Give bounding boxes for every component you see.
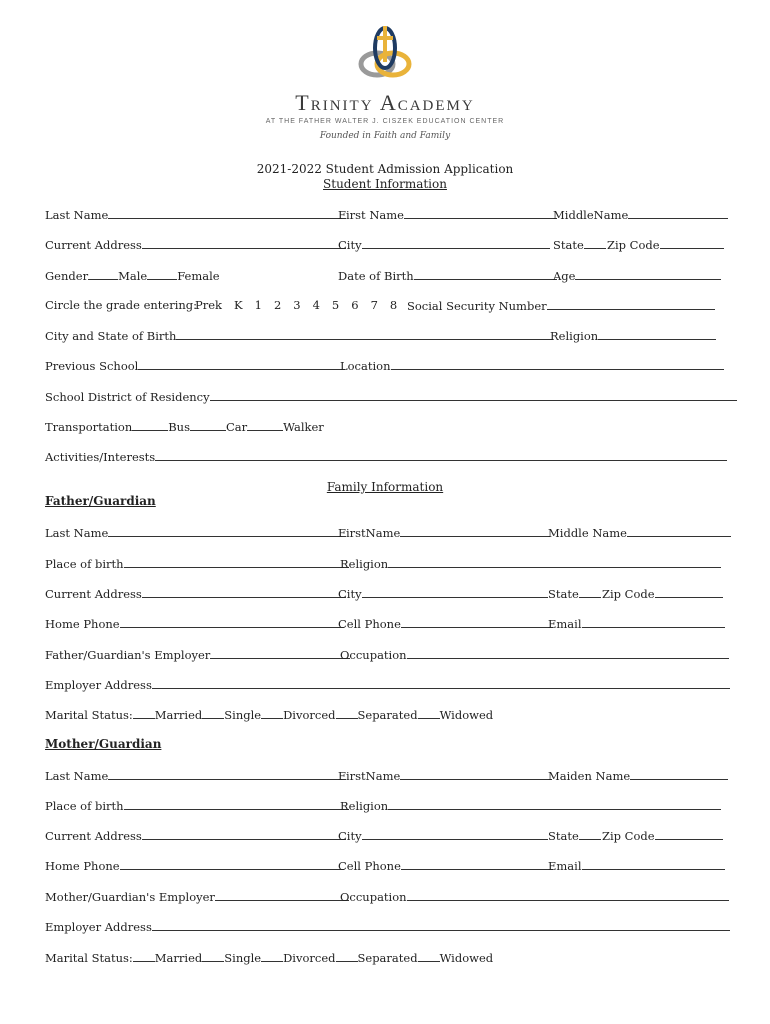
- mother-zip-label: Zip Code: [602, 829, 655, 843]
- mother-widowed-label: Widowed: [439, 951, 494, 965]
- previous-school-label: Previous School: [45, 359, 139, 373]
- org-name: Trinity Academy: [295, 90, 475, 115]
- father-divorced-field[interactable]: [261, 707, 283, 719]
- father-email-field[interactable]: [582, 616, 725, 628]
- first-name-field[interactable]: [404, 207, 557, 219]
- mother-divorced-label: Divorced: [283, 951, 336, 965]
- form-title: 2021-2022 Student Admission Application: [256, 162, 514, 176]
- father-city-field[interactable]: [362, 586, 548, 598]
- mother-last-name-field[interactable]: [108, 768, 346, 780]
- father-heading: Father/Guardian: [45, 494, 156, 508]
- father-marital-label: Marital Status:: [45, 708, 133, 722]
- mother-heading: Mother/Guardian: [45, 737, 162, 751]
- activities-field[interactable]: [155, 449, 727, 461]
- mother-birth-row: [45, 798, 725, 814]
- father-last-name-field[interactable]: [108, 525, 346, 537]
- father-widowed-field[interactable]: [418, 707, 440, 719]
- circle-grade-label: Circle the grade entering:: [45, 298, 198, 312]
- location-field[interactable]: [391, 358, 724, 370]
- father-name-row: [45, 525, 725, 541]
- mother-state-field[interactable]: [579, 828, 601, 840]
- zip-field[interactable]: [660, 237, 724, 249]
- mother-cell-phone-field[interactable]: [401, 858, 553, 870]
- father-phone-row: [45, 616, 725, 632]
- mother-divorced-field[interactable]: [261, 950, 283, 962]
- father-occupation-label: Occupation: [340, 648, 407, 662]
- grade-6[interactable]: 6: [351, 298, 359, 312]
- father-state-label: State: [548, 587, 579, 601]
- district-label: School District of Residency: [45, 390, 210, 404]
- father-pob-label: Place of birth: [45, 557, 124, 571]
- middle-name-field[interactable]: [628, 207, 728, 219]
- last-name-label: Last Name: [45, 208, 109, 222]
- mother-widowed-field[interactable]: [418, 950, 440, 962]
- female-label: Female: [177, 269, 220, 283]
- mother-religion-field[interactable]: [388, 798, 721, 810]
- father-employer-label: Father/Guardian's Employer: [45, 648, 211, 662]
- walker-label: Walker: [283, 420, 324, 434]
- activities-label: Activities/Interests: [45, 450, 156, 464]
- grade-7[interactable]: 7: [370, 298, 378, 312]
- walker-field[interactable]: [247, 419, 283, 431]
- mother-occupation-field[interactable]: [407, 889, 729, 901]
- grade-prek[interactable]: Prek: [195, 298, 223, 312]
- mother-home-phone-field[interactable]: [120, 858, 344, 870]
- grade-row: [45, 298, 725, 314]
- city-label: City: [338, 238, 362, 252]
- mother-single-field[interactable]: [202, 950, 224, 962]
- father-divorced-label: Divorced: [283, 708, 336, 722]
- ssn-field[interactable]: [547, 298, 715, 310]
- bus-label: Bus: [168, 420, 190, 434]
- state-field[interactable]: [584, 237, 606, 249]
- father-separated-field[interactable]: [336, 707, 358, 719]
- city-field[interactable]: [362, 237, 550, 249]
- father-religion-label: Religion: [340, 557, 389, 571]
- father-first-name-label: FirstName: [338, 526, 401, 540]
- father-employer-field[interactable]: [210, 647, 350, 659]
- mother-email-label: Email: [548, 859, 582, 873]
- last-name-field[interactable]: [108, 207, 346, 219]
- mother-married-field[interactable]: [133, 950, 155, 962]
- father-state-field[interactable]: [579, 586, 601, 598]
- father-last-name-label: Last Name: [45, 526, 109, 540]
- religion-label: Religion: [550, 329, 599, 343]
- father-address-label: Current Address: [45, 587, 142, 601]
- mother-employer-label: Mother/Guardian's Employer: [45, 890, 215, 904]
- male-label: Male: [118, 269, 148, 283]
- mother-address-label: Current Address: [45, 829, 142, 843]
- father-separated-label: Separated: [357, 708, 418, 722]
- mother-cell-phone-label: Cell Phone: [338, 859, 401, 873]
- father-first-name-field[interactable]: [400, 525, 550, 537]
- car-label: Car: [226, 420, 248, 434]
- grade-k[interactable]: K: [234, 298, 243, 312]
- age-label: Age: [553, 269, 576, 283]
- father-middle-name-label: Middle Name: [548, 526, 627, 540]
- transportation-row: [45, 419, 725, 435]
- grade-2[interactable]: 2: [273, 298, 282, 312]
- mother-marital-label: Marital Status:: [45, 951, 133, 965]
- father-employer-address-field[interactable]: [152, 677, 730, 689]
- mother-pob-field[interactable]: [124, 798, 349, 810]
- father-occupation-field[interactable]: [407, 647, 729, 659]
- father-birth-row: [45, 556, 725, 572]
- mother-employer-field[interactable]: [215, 889, 349, 901]
- father-single-label: Single: [224, 708, 262, 722]
- male-field[interactable]: [88, 268, 118, 280]
- birthplace-row: [45, 328, 725, 344]
- location-label: Location: [340, 359, 391, 373]
- bus-field[interactable]: [132, 419, 168, 431]
- student-name-row: [45, 207, 725, 223]
- father-zip-label: Zip Code: [602, 587, 655, 601]
- district-row: [45, 389, 725, 405]
- father-city-label: City: [338, 587, 362, 601]
- previous-school-field[interactable]: [138, 358, 345, 370]
- state-label: State: [553, 238, 584, 252]
- mother-employer-address-label: Employer Address: [45, 920, 152, 934]
- father-cell-phone-field[interactable]: [401, 616, 553, 628]
- father-email-label: Email: [548, 617, 582, 631]
- first-name-label: First Name: [338, 208, 404, 222]
- mother-city-field[interactable]: [362, 828, 548, 840]
- mother-zip-field[interactable]: [655, 828, 723, 840]
- mother-employer-address-row: [45, 919, 725, 935]
- mother-address-field[interactable]: [142, 828, 346, 840]
- father-address-field[interactable]: [142, 586, 346, 598]
- dob-field[interactable]: [414, 268, 557, 280]
- father-employer-address-row: [45, 677, 725, 693]
- mother-occupation-label: Occupation: [340, 890, 407, 904]
- father-religion-field[interactable]: [388, 556, 721, 568]
- father-single-field[interactable]: [202, 707, 224, 719]
- mother-employer-row: [45, 889, 725, 905]
- mother-pob-label: Place of birth: [45, 799, 124, 813]
- ssn-label: Social Security Number: [407, 299, 547, 313]
- mother-phone-row: [45, 858, 725, 874]
- gender-label: Gender: [45, 269, 89, 283]
- mother-maiden-name-field[interactable]: [630, 768, 728, 780]
- mother-marital-row: [45, 950, 725, 966]
- org-tagline: Founded in Faith and Family: [319, 131, 451, 141]
- female-field[interactable]: [147, 268, 177, 280]
- org-subtitle: AT THE FATHER WALTER J. CISZEK EDUCATION CENTER: [265, 118, 505, 125]
- dob-label: Date of Birth: [338, 269, 414, 283]
- school-logo-block: [0, 22, 770, 141]
- mother-home-phone-label: Home Phone: [45, 859, 120, 873]
- grade-4[interactable]: 4: [312, 298, 320, 312]
- mother-state-label: State: [548, 829, 579, 843]
- family-info-title: Family Information: [326, 480, 444, 494]
- car-field[interactable]: [190, 419, 226, 431]
- activities-row: [45, 449, 725, 465]
- student-info-title: Student Information: [323, 177, 447, 191]
- father-home-phone-label: Home Phone: [45, 617, 120, 631]
- city-state-birth-label: City and State of Birth: [45, 329, 177, 343]
- religion-field[interactable]: [598, 328, 716, 340]
- mother-employer-address-field[interactable]: [152, 919, 730, 931]
- mother-last-name-label: Last Name: [45, 769, 109, 783]
- father-middle-name-field[interactable]: [627, 525, 731, 537]
- mother-single-label: Single: [224, 951, 262, 965]
- grade-1[interactable]: 1: [254, 298, 262, 312]
- student-address-row: [45, 237, 725, 253]
- father-married-field[interactable]: [133, 707, 155, 719]
- grade-5[interactable]: 5: [331, 298, 340, 312]
- father-address-row: [45, 586, 725, 602]
- trinity-knot-logo: [353, 22, 417, 84]
- father-employer-address-label: Employer Address: [45, 678, 152, 692]
- mother-address-row: [45, 828, 725, 844]
- grade-options: [195, 298, 409, 312]
- district-field[interactable]: [210, 389, 737, 401]
- middle-name-label: MiddleName: [553, 208, 629, 222]
- father-cell-phone-label: Cell Phone: [338, 617, 401, 631]
- address-field[interactable]: [142, 237, 346, 249]
- grade-3[interactable]: 3: [293, 298, 301, 312]
- mother-religion-label: Religion: [340, 799, 389, 813]
- address-label: Current Address: [45, 238, 142, 252]
- mother-separated-label: Separated: [357, 951, 418, 965]
- father-zip-field[interactable]: [655, 586, 723, 598]
- previous-school-row: [45, 358, 725, 374]
- mother-separated-field[interactable]: [336, 950, 358, 962]
- student-gender-row: [45, 268, 725, 284]
- transportation-label: Transportation: [45, 420, 133, 434]
- mother-name-row: [45, 768, 725, 784]
- father-employer-row: [45, 647, 725, 663]
- mother-email-field[interactable]: [582, 858, 725, 870]
- mother-first-name-field[interactable]: [400, 768, 552, 780]
- mother-maiden-name-label: Maiden Name: [548, 769, 631, 783]
- father-married-label: Married: [154, 708, 203, 722]
- mother-first-name-label: FirstName: [338, 769, 401, 783]
- city-state-birth-field[interactable]: [176, 328, 553, 340]
- father-home-phone-field[interactable]: [120, 616, 344, 628]
- age-field[interactable]: [575, 268, 721, 280]
- zip-label: Zip Code: [607, 238, 660, 252]
- mother-city-label: City: [338, 829, 362, 843]
- father-marital-row: [45, 707, 725, 723]
- grade-8[interactable]: 8: [389, 298, 398, 312]
- father-pob-field[interactable]: [124, 556, 349, 568]
- mother-married-label: Married: [154, 951, 203, 965]
- father-widowed-label: Widowed: [439, 708, 494, 722]
